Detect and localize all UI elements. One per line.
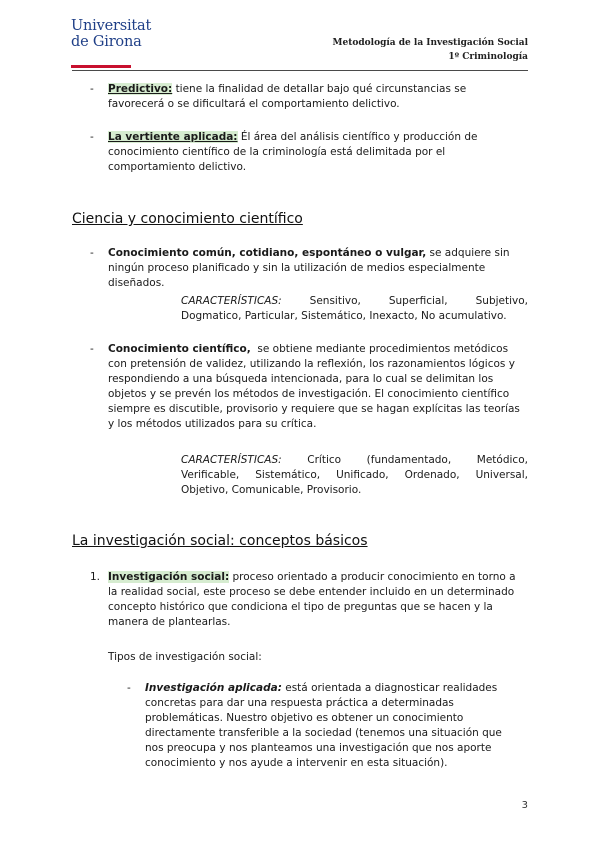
term-conocimiento-cientifico: Conocimiento científico,: [108, 343, 251, 355]
bullet-dash: -: [90, 343, 94, 355]
logo-accent-bar: [71, 65, 131, 68]
term-investigacion-aplicada: Investigación aplicada:: [145, 682, 282, 694]
bullet-dash: -: [90, 131, 94, 143]
item-investigacion-social: Investigación social: proceso orientado a producir conocimiento en torno a la realidad social, este proceso se debe entender incluido en un determinado concepto histórico que condiciona el tipo de preguntas que se hacen y la manera de plantearlas.: [108, 571, 516, 628]
logo-line-1: Universitat: [71, 18, 152, 34]
bullet-vertiente-aplicada: La vertiente aplicada: Él área del análisis científico y producción de conocimiento científico de la criminología está delimitada por el comportamiento delictivo.: [108, 131, 478, 173]
section-heading-ciencia: Ciencia y conocimiento científico: [72, 211, 303, 227]
characteristics-cientifico: CARACTERÍSTICAS: Crítico (fundamentado, Metódico, Verificable, Sistemático, Unificado, Ordenado, Universal, Objetivo, Comunicable, Provisorio.: [181, 454, 528, 496]
logo-line-2: de Girona: [71, 34, 142, 50]
bullet-predictivo: Predictivo: tiene la finalidad de detallar bajo qué circunstancias se favorecerá o se dificultará el comportamiento delictivo.: [108, 83, 467, 110]
section-heading-investigacion-social: La investigación social: conceptos básicos: [72, 533, 368, 549]
term-predictivo: Predictivo:: [108, 83, 173, 95]
course-title: Metodología de la Investigación Social: [332, 38, 528, 48]
page-number: 3: [521, 800, 528, 811]
course-year: 1º Criminología: [448, 52, 528, 62]
bullet-dash: -: [90, 83, 94, 95]
types-intro: Tipos de investigación social:: [108, 651, 262, 663]
term-conocimiento-comun: Conocimiento común, cotidiano, espontáneo o vulgar,: [108, 247, 427, 259]
characteristics-comun: CARACTERÍSTICAS: Sensitivo, Superficial, Subjetivo, Dogmatico, Particular, Sistemático, Inexacto, No acumulativo.: [181, 295, 528, 322]
bullet-conocimiento-cientifico: Conocimiento científico, se obtiene mediante procedimientos metódicos con pretensión de validez, utilizando la reflexión, los razonamientos lógicos y respondiendo a una búsqueda intencionada, para lo cual se delimitan los objetos y se prevén los métodos de investigación. El conocimiento científico siempre es discutible, provisorio y requiere que se hagan explícitas las teorías y los métodos utilizados para su crítica.: [108, 343, 520, 430]
bullet-dash: -: [127, 682, 131, 694]
characteristics-label: CARACTERÍSTICAS:: [181, 454, 282, 466]
document-header: [333, 36, 529, 64]
list-number: 1.: [90, 571, 101, 583]
characteristics-label: CARACTERÍSTICAS:: [181, 295, 282, 307]
bullet-conocimiento-comun: Conocimiento común, cotidiano, espontáneo o vulgar, se adquiere sin ningún proceso planificado y sin la utilización de medios especialmente diseñados.: [108, 247, 510, 289]
university-logo: [71, 18, 161, 50]
term-investigacion-social: Investigación social:: [108, 571, 230, 583]
term-vertiente-aplicada: La vertiente aplicada:: [108, 131, 238, 143]
bullet-investigacion-aplicada: Investigación aplicada: está orientada a diagnosticar realidades concretas para dar una respuesta práctica a determinadas problemáticas. Nuestro objetivo es obtener un conocimiento directamente transferible a la sociedad (tenemos una situación que nos preocupa y nos planteamos una investigación que nos aporte conocimiento y nos ayude a intervenir en esta situación).: [145, 682, 502, 769]
bullet-dash: -: [90, 247, 94, 259]
header-divider: [72, 70, 528, 71]
